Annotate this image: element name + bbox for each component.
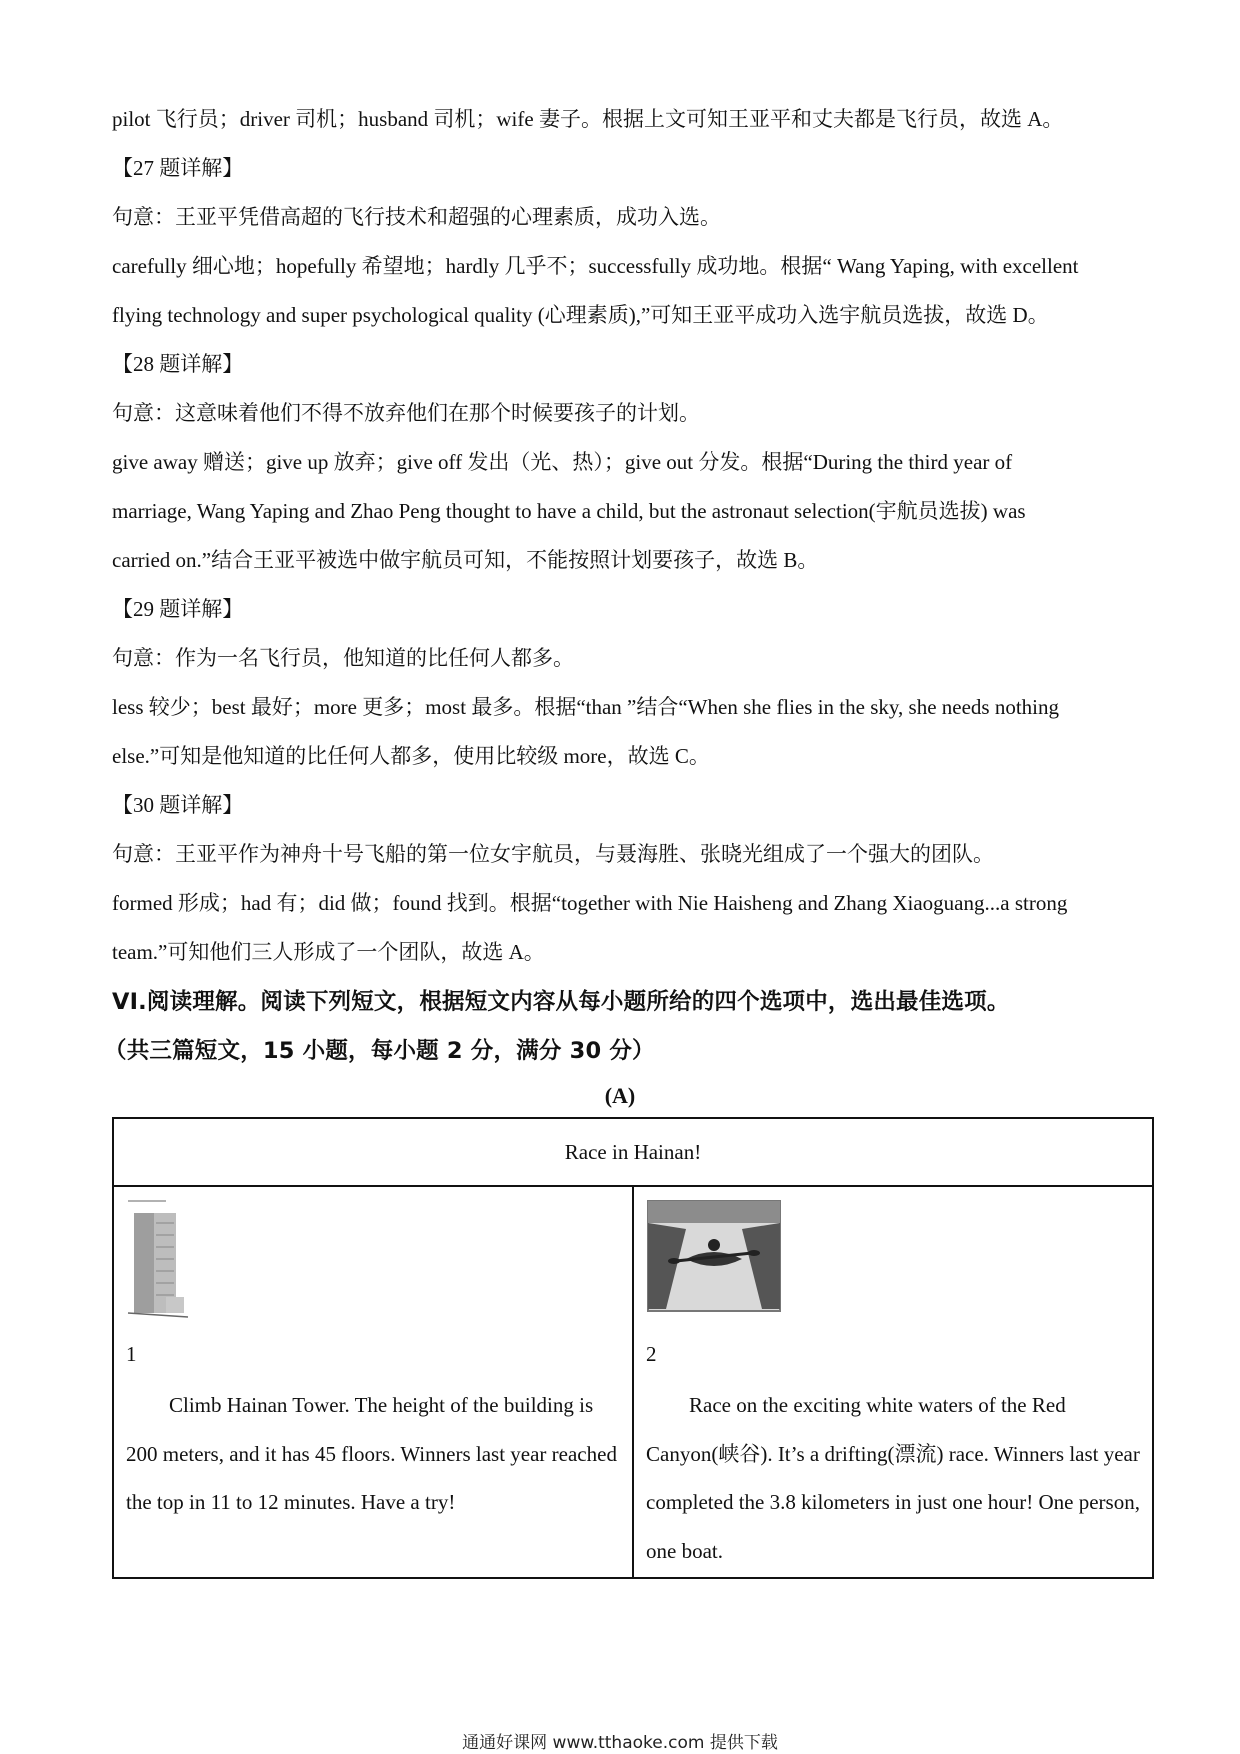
item-description: Climb Hainan Tower. The height of the building is 200 meters, and it has 45 floors. Winners last year reached the top in 11 to 12 minutes. Have a try! [126,1393,617,1514]
explanation-line: give away 赠送；give up 放弃；give off 发出（光、热）；give out 分发。根据“During the third year of [112,450,1013,474]
table-title: Race in Hainan! [113,1118,1153,1186]
explanation-line: marriage, Wang Yaping and Zhao Peng thought to have a child, but the astronaut selection(宇航员选拔) was [112,499,1026,523]
question-heading-28: 【28 题详解】 [112,352,244,376]
explanation-line: formed 形成；had 有；did 做；found 找到。根据“together with Nie Haisheng and Zhang Xiaoguang...a strong [112,891,1068,915]
ad-cell-1 [113,1186,633,1578]
question-heading-30: 【30 题详解】 [112,793,244,817]
item-number: 1 [126,1342,137,1366]
item-description: Race on the exciting white waters of the Red Canyon(峡谷). It’s a drifting(漂流) race. Winners last year completed the 3.8 kilometers in just one hour! One person, one boat. [646,1393,1140,1563]
explanation-line: pilot 飞行员；driver 司机；husband 司机；wife 妻子。根据上文可知王亚平和丈夫都是飞行员，故选 A。 [112,107,1064,131]
question-heading-29: 【29 题详解】 [112,597,244,621]
explanation-line: 句意：王亚平凭借高超的飞行技术和超强的心理素质，成功入选。 [112,205,721,229]
kayak-image [646,1199,782,1315]
explanation-line: carefully 细心地；hopefully 希望地；hardly 几乎不；successfully 成功地。根据“ Wang Yaping, with excellent [112,254,1079,278]
explanation-line: 句意：这意味着他们不得不放弃他们在那个时候要孩子的计划。 [112,401,700,425]
tower-photo [126,1199,620,1325]
page-footer: 通通好课网 www.tthaoke.com 提供下载 [462,1733,778,1753]
explanation-line: less 较少；best 最好；more 更多；most 最多。根据“than ”结合“When she flies in the sky, she needs nothing [112,695,1059,719]
explanation-line: 句意：王亚平作为神舟十号飞船的第一位女宇航员，与聂海胜、张晓光组成了一个强大的团队。 [112,842,994,866]
explanation-line: 句意：作为一名飞行员，他知道的比任何人都多。 [112,646,574,670]
ad-cell-2 [633,1186,1153,1578]
section-subheading: （共三篇短文，15 小题，每小题 2 分，满分 30 分） [104,1038,655,1064]
explanation-line: flying technology and super psychological quality (心理素质),”可知王亚平成功入选宇航员选拔，故选 D。 [112,303,1049,327]
section-heading: VI.阅读理解。阅读下列短文，根据短文内容从每小题所给的四个选项中，选出最佳选项。 [112,989,1010,1015]
explanation-line: carried on.”结合王亚平被选中做宇航员可知，不能按照计划要孩子，故选 B。 [112,548,819,572]
kayak-photo [646,1199,1140,1325]
explanation-line: team.”可知他们三人形成了一个团队，故选 A。 [112,940,545,964]
explanation-line: else.”可知是他知道的比任何人都多，使用比较级 more，故选 C。 [112,744,710,768]
question-heading-27: 【27 题详解】 [112,156,244,180]
tower-image [126,1199,196,1329]
passage-table [112,1117,1154,1579]
passage-label: (A) [604,1083,636,1108]
item-number: 2 [646,1342,657,1366]
